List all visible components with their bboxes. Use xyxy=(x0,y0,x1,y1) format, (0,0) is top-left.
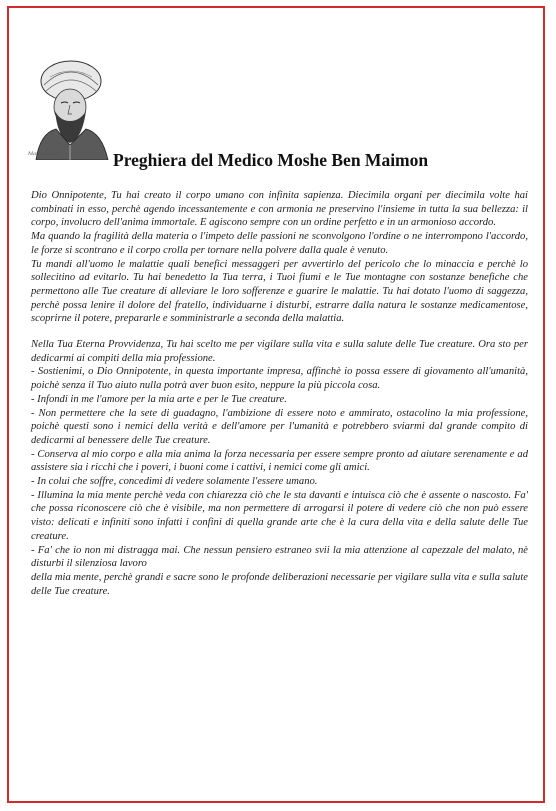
page-title: Preghiera del Medico Moshe Ben Maimon xyxy=(113,150,429,170)
paragraph: Dio Onnipotente, Tu hai creato il corpo umano con infinita sapienza. Diecimila organi per diecimila volte hai combinati in esso, perchè agendo incessantemente e con armonia ne preservino l'insieme in tutta la sua bellezza: il corpo, involucro dell'anima immortale. E agiscono sempre con un ordine perfetto e in un armonioso accordo. xyxy=(31,190,528,229)
paragraph: - Conserva al mio corpo e alla mia anima la forza necessaria per essere sempre pronto ad aiutare serenamente e ad assistere sia i ricchi che i poveri, i buoni come i cattivi, i nemici come gli amici. xyxy=(31,448,528,474)
paragraph: della mia mente, perchè grandi e sacre sono le profonde deliberazioni necessarie per vigilare sulla vita e sulla salute delle Tue creature. xyxy=(31,571,528,597)
paragraph: - Fa' che io non mi distragga mai. Che nessun pensiero estraneo svii la mia attenzione al capezzale del malato, nè disturbi il silenziosa lavoro xyxy=(31,544,528,570)
signature: Maimonides xyxy=(28,151,59,157)
prayer-body xyxy=(31,189,528,598)
paragraph: Nella Tua Eterna Provvidenza, Tu hai scelto me per vigilare sulla vita e sulla salute delle Tue creature. Ora sto per dedicarmi ai compiti della mia professione. xyxy=(31,339,528,364)
paragraph: - Sostienimi, o Dio Onnipotente, in questa importante impresa, affinchè io possa essere di giovamento all'umanità, poichè senza il Tuo aiuto nulla potrà aver buon esito, neppure la più piccola cosa. xyxy=(31,366,528,392)
paragraph: - Infondi in me l'amore per la mia arte e per le Tue creature. xyxy=(31,393,287,405)
paragraph-gap xyxy=(31,326,528,338)
paragraph: Ma quando la fragilità della materia o l'impeto delle passioni ne sconvolgono l'ordine o ne interrompono l'accordo, le forze si scontrano e il corpo crolla per tornare nella polvere dalla quale è venuto. xyxy=(31,231,528,256)
paragraph: - Illumina la mia mente perchè veda con chiarezza ciò che le sta davanti e intuisca ciò che è assente o nascosto. Fa' che possa riconoscere ciò che è visibile, ma non permettere di arrogarsi il potere di vedere ciò che non può essere visto: delicati e infiniti sono infatti i confini di quella grande arte che è la cura della vita e della salute delle Tue creature. xyxy=(31,489,528,542)
maimonides-portrait xyxy=(30,55,112,160)
paragraph: Tu mandi all'uomo le malattie quali benefici messaggeri per avvertirlo del pericolo che lo minaccia e perchè lo sollecitino ad evitarlo. Tu hai benedetto la Tua terra, i Tuoi fiumi e le Tue montagne con sostanze benefiche che permettono alle Tue creature di alleviare le loro sofferenze e guarire le malattie. Tu hai dotato l'uomo di saggezza, perchè possa lenire il dolore del fratello, individuarne i disturbi, estrarre dalla natura le sostanze medicamentose, scoprirne il potere, prepararle e somministrarle a seconda della malattia. xyxy=(31,258,528,325)
paragraph: - In colui che soffre, concedimi di vedere solamente l'essere umano. xyxy=(31,476,318,488)
paragraph: - Non permettere che la sete di guadagno, l'ambizione di essere noto e ammirato, ostacolino la mia professione, poichè questi sono i nemici della verità e dell'amore per l'umanità e potrebbero sviarmi dal grande compito di dedicarmi al benessere delle Tue creature. xyxy=(31,407,528,446)
